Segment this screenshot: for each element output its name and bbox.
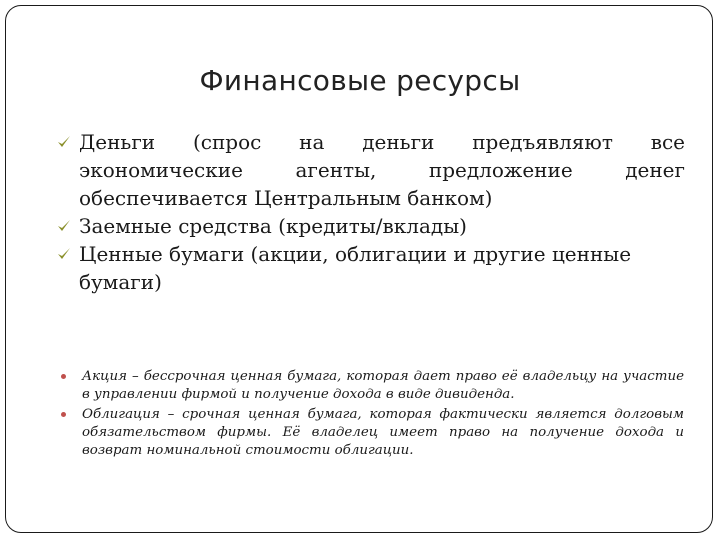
checkmark-icon [57,247,71,261]
bullet-item-borrowed-funds [53,212,685,240]
bullet-text: Ценные бумаги (акции, облигации и другие ценные бумаги) [79,242,632,294]
checkmark-icon [57,135,71,149]
slide-title: Финансовые ресурсы [199,64,521,97]
dot-icon [61,374,66,379]
definition-item-share [58,368,684,404]
definition-text: Облигация – срочная ценная бумага, которая фактически является долговым обязательством фирмы. Её владелец имеет право на получение дохода и возврат номинальной стоимости облигации. [82,407,684,458]
bullet-item-securities [53,240,685,296]
dot-icon [61,412,66,417]
checkmark-icon [57,219,71,233]
main-bullet-list [53,128,685,296]
bullet-text: Заемные средства (кредиты/вклады) [79,214,467,238]
definition-item-bond [58,406,684,460]
definition-text: Акция – бессрочная ценная бумага, которая дает право её владельцу на участие в управлении фирмой и получение дохода в виде дивиденда. [82,369,684,402]
slide-frame [5,5,713,533]
definition-list [58,368,684,462]
bullet-text: Деньги (спрос на деньги предъявляют все экономические агенты, предложение денег обеспечивается Центральным банком) [79,130,685,210]
bullet-item-money [53,128,685,212]
